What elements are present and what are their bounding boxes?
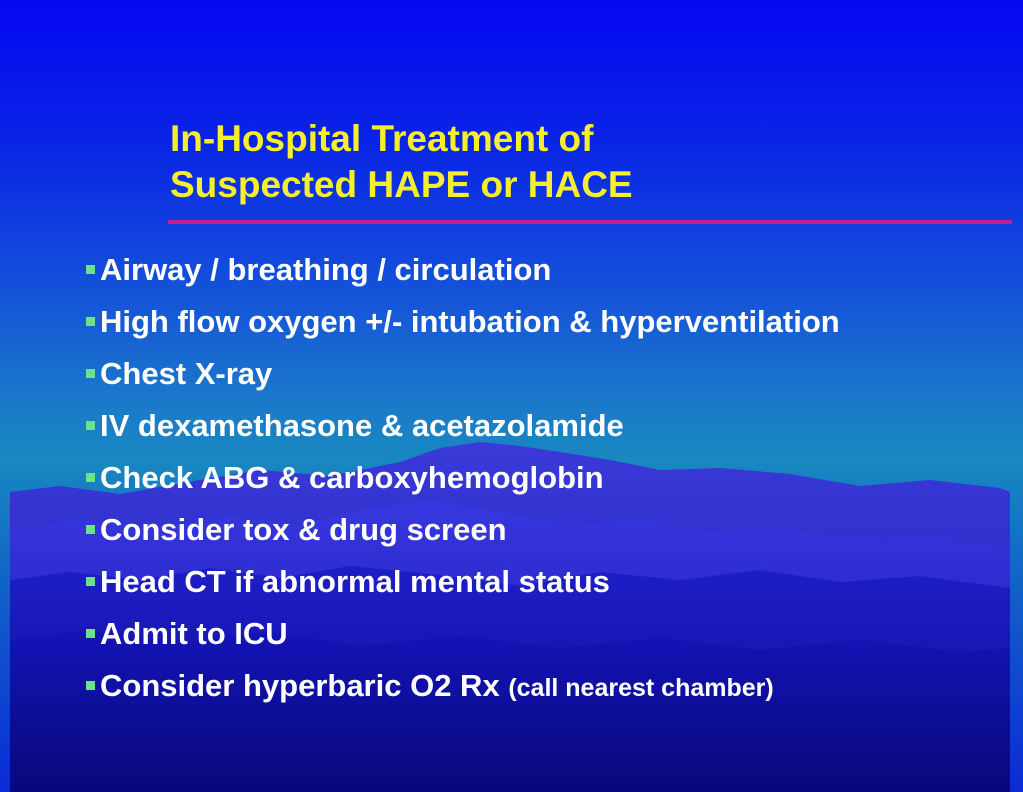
slide-title-line-1: In-Hospital Treatment of [170,118,594,159]
bullet-text: Head CT if abnormal mental status [100,564,610,599]
title-underline-rule [168,220,1012,224]
bullet-item [84,665,984,709]
bullet-item [84,509,984,551]
bullet-item [84,613,984,655]
slide-title-line-2: Suspected HAPE or HACE [170,164,633,205]
bullet-item [84,301,984,343]
square-bullet-icon [86,369,95,378]
bullet-text: Chest X-ray [100,356,273,391]
square-bullet-icon [86,681,95,690]
bullet-item [84,561,984,603]
bullet-list [84,249,984,719]
square-bullet-icon [86,525,95,534]
square-bullet-icon [86,473,95,482]
bullet-text: Admit to ICU [100,616,288,651]
bullet-text: Check ABG & carboxyhemoglobin [100,460,604,495]
bullet-text: IV dexamethasone & acetazolamide [100,408,624,443]
bullet-note: (call nearest chamber) [508,674,774,702]
bullet-item [84,457,984,499]
bullet-item [84,249,984,291]
bullet-text: Consider tox & drug screen [100,512,507,547]
square-bullet-icon [86,629,95,638]
bullet-text: Consider hyperbaric O2 Rx [100,668,500,703]
bullet-item [84,353,984,395]
bullet-text: High flow oxygen +/- intubation & hyperventilation [100,304,840,339]
bullet-item [84,405,984,447]
slide-title [170,116,930,208]
square-bullet-icon [86,577,95,586]
square-bullet-icon [86,317,95,326]
square-bullet-icon [86,265,95,274]
bullet-text: Airway / breathing / circulation [100,252,552,287]
square-bullet-icon [86,421,95,430]
